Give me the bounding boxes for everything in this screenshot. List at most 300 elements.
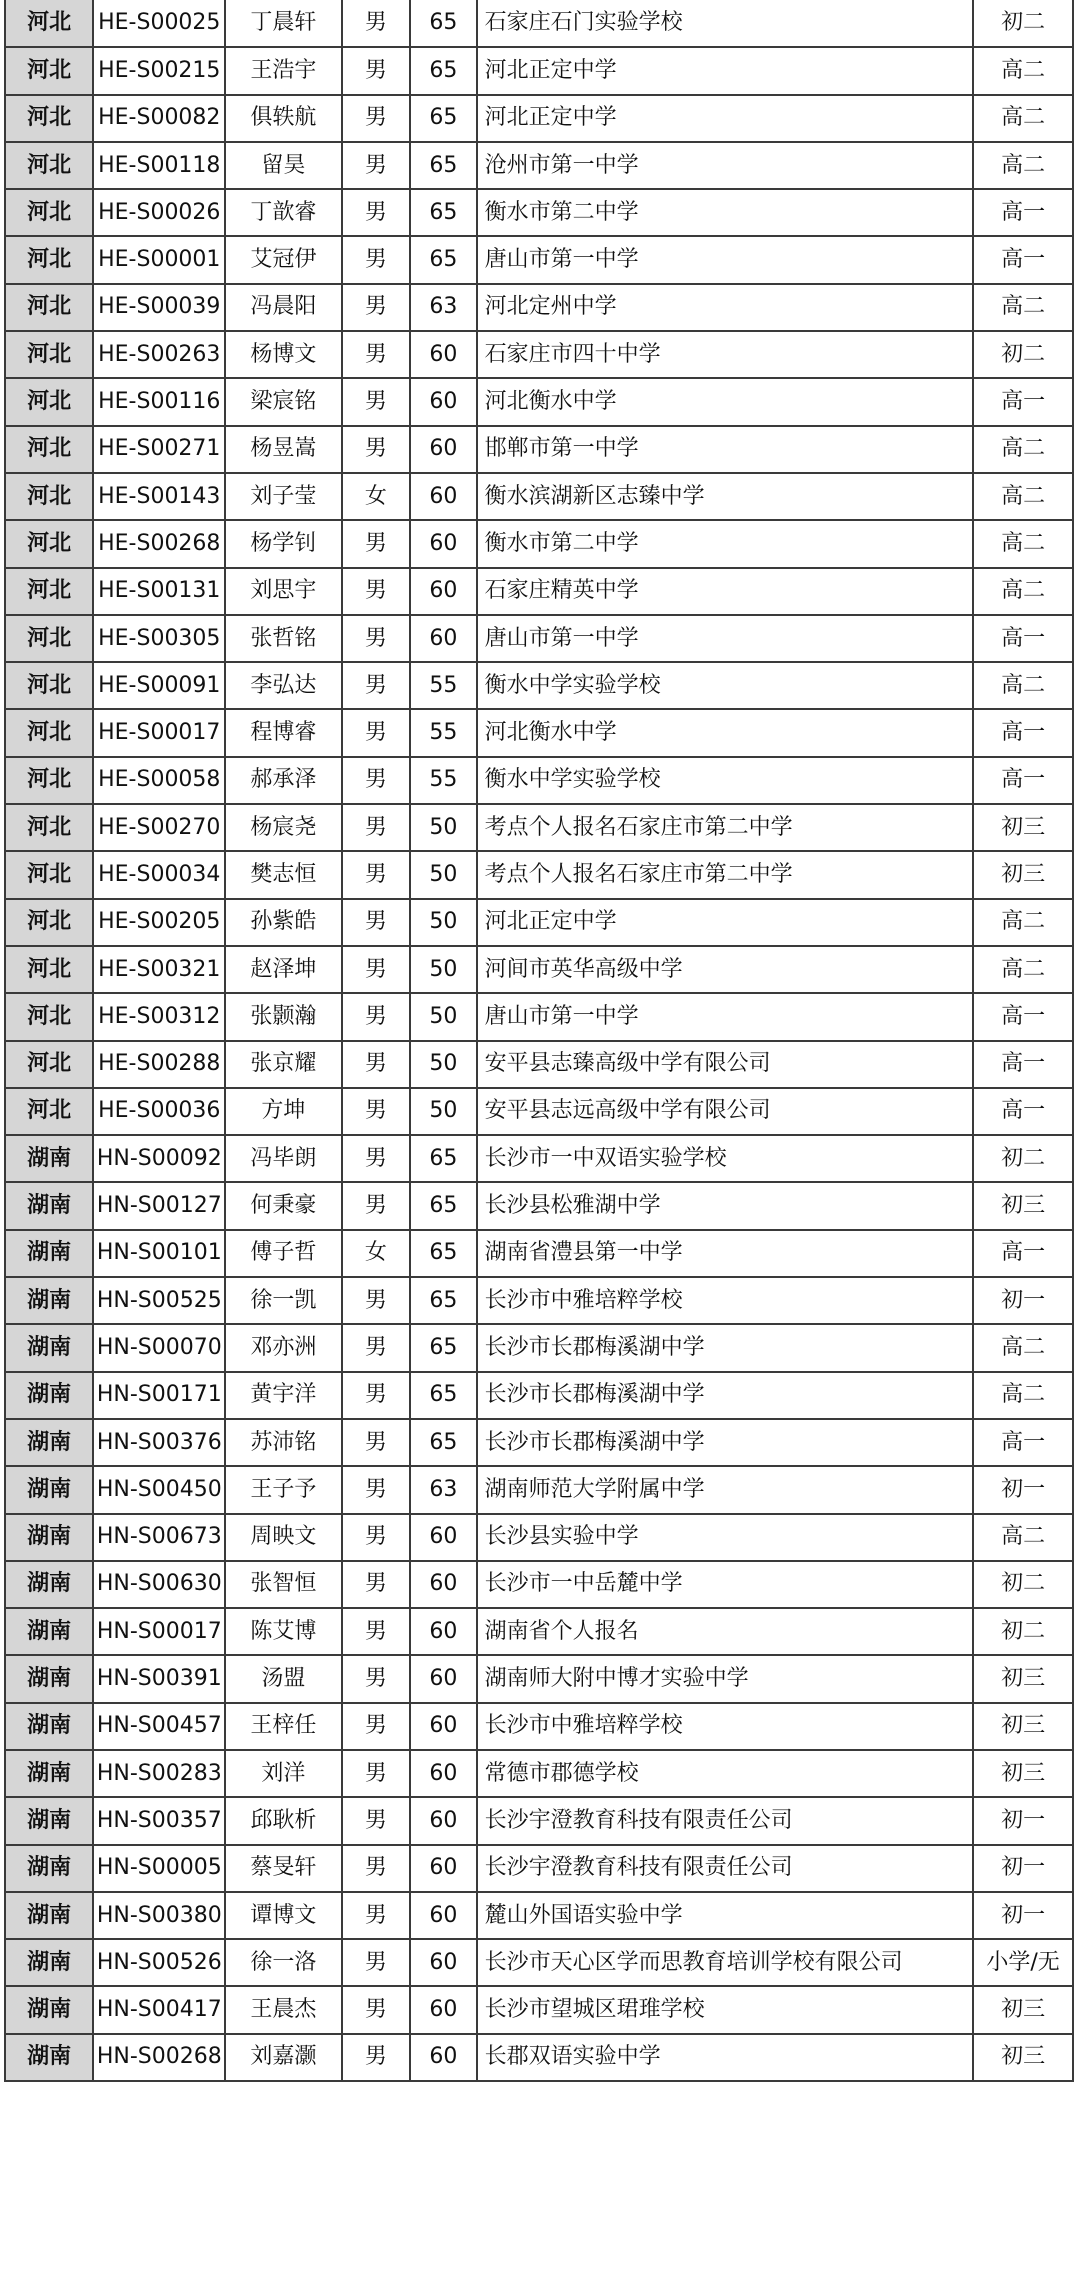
school-cell: 河北正定中学 [477,95,974,142]
table-row [5,1655,1073,1702]
student-name-cell: 王梓任 [225,1703,341,1750]
score-cell: 60 [410,378,476,425]
student-id-cell: HN-S00380 [93,1892,225,1939]
student-name-cell: 王晨杰 [225,1986,341,2033]
table-row [5,946,1073,993]
student-name-cell: 丁歆睿 [225,189,341,236]
grade-cell: 高二 [973,1514,1073,1561]
results-table [4,0,1074,2082]
grade-cell: 高二 [973,142,1073,189]
school-cell: 河间市英华高级中学 [477,946,974,993]
student-id-cell: HE-S00058 [93,757,225,804]
score-cell: 60 [410,1514,476,1561]
province-cell: 河北 [5,47,93,94]
gender-cell: 男 [342,1514,411,1561]
student-id-cell: HN-S00525 [93,1277,225,1324]
gender-cell: 男 [342,142,411,189]
school-cell: 河北衡水中学 [477,709,974,756]
student-name-cell: 陈艾博 [225,1608,341,1655]
table-row [5,47,1073,94]
province-cell: 河北 [5,851,93,898]
table-row [5,1277,1073,1324]
score-cell: 65 [410,189,476,236]
gender-cell: 男 [342,47,411,94]
student-id-cell: HE-S00001 [93,236,225,283]
province-cell: 河北 [5,993,93,1040]
province-cell: 湖南 [5,1419,93,1466]
school-cell: 湖南省个人报名 [477,1608,974,1655]
score-cell: 60 [410,1608,476,1655]
school-cell: 唐山市第一中学 [477,236,974,283]
province-cell: 湖南 [5,1514,93,1561]
student-id-cell: HN-S00673 [93,1514,225,1561]
student-name-cell: 梁宸铭 [225,378,341,425]
gender-cell: 男 [342,1939,411,1986]
table-row [5,331,1073,378]
school-cell: 衡水市第二中学 [477,520,974,567]
score-cell: 60 [410,1939,476,1986]
gender-cell: 男 [342,189,411,236]
gender-cell: 男 [342,851,411,898]
province-cell: 河北 [5,236,93,283]
student-id-cell: HN-S00450 [93,1466,225,1513]
score-cell: 60 [410,1986,476,2033]
score-cell: 65 [410,1277,476,1324]
grade-cell: 高二 [973,95,1073,142]
student-name-cell: 王浩宇 [225,47,341,94]
table-body [5,0,1073,2081]
student-id-cell: HN-S00417 [93,1986,225,2033]
grade-cell: 高二 [973,1324,1073,1371]
grade-cell: 高一 [973,1041,1073,1088]
table-row [5,1135,1073,1182]
grade-cell: 初三 [973,1655,1073,1702]
grade-cell: 高二 [973,899,1073,946]
province-cell: 河北 [5,473,93,520]
student-name-cell: 刘思宇 [225,568,341,615]
score-cell: 60 [410,568,476,615]
province-cell: 湖南 [5,1466,93,1513]
gender-cell: 男 [342,1466,411,1513]
student-name-cell: 冯毕朗 [225,1135,341,1182]
grade-cell: 高一 [973,236,1073,283]
student-id-cell: HN-S00376 [93,1419,225,1466]
gender-cell: 男 [342,426,411,473]
school-cell: 长沙宇澄教育科技有限责任公司 [477,1845,974,1892]
score-cell: 60 [410,473,476,520]
score-cell: 60 [410,2034,476,2081]
gender-cell: 男 [342,804,411,851]
student-name-cell: 李弘达 [225,662,341,709]
table-row [5,1703,1073,1750]
school-cell: 河北正定中学 [477,47,974,94]
province-cell: 河北 [5,142,93,189]
gender-cell: 男 [342,331,411,378]
student-name-cell: 张京耀 [225,1041,341,1088]
score-cell: 65 [410,1135,476,1182]
province-cell: 河北 [5,946,93,993]
school-cell: 长沙市长郡梅溪湖中学 [477,1324,974,1371]
province-cell: 河北 [5,189,93,236]
student-name-cell: 杨昱嵩 [225,426,341,473]
score-cell: 65 [410,1324,476,1371]
province-cell: 河北 [5,709,93,756]
score-cell: 50 [410,804,476,851]
gender-cell: 男 [342,1608,411,1655]
score-cell: 50 [410,993,476,1040]
gender-cell: 男 [342,615,411,662]
student-name-cell: 俱轶航 [225,95,341,142]
grade-cell: 高二 [973,568,1073,615]
table-row [5,2034,1073,2081]
grade-cell: 初三 [973,1703,1073,1750]
grade-cell: 高二 [973,426,1073,473]
school-cell: 长沙市一中双语实验学校 [477,1135,974,1182]
score-cell: 60 [410,1845,476,1892]
student-id-cell: HN-S00127 [93,1182,225,1229]
score-cell: 50 [410,1088,476,1135]
gender-cell: 男 [342,662,411,709]
gender-cell: 男 [342,1135,411,1182]
gender-cell: 男 [342,1892,411,1939]
student-name-cell: 张智恒 [225,1561,341,1608]
province-cell: 湖南 [5,1703,93,1750]
student-id-cell: HN-S00017 [93,1608,225,1655]
grade-cell: 初二 [973,0,1073,47]
student-id-cell: HN-S00171 [93,1372,225,1419]
school-cell: 湖南师大附中博才实验中学 [477,1655,974,1702]
grade-cell: 初二 [973,1561,1073,1608]
school-cell: 常德市郡德学校 [477,1750,974,1797]
school-cell: 长沙市望城区珺琟学校 [477,1986,974,2033]
student-name-cell: 谭博文 [225,1892,341,1939]
table-row [5,1561,1073,1608]
student-id-cell: HN-S00005 [93,1845,225,1892]
gender-cell: 男 [342,899,411,946]
table-row [5,1466,1073,1513]
grade-cell: 高二 [973,47,1073,94]
score-cell: 65 [410,0,476,47]
student-id-cell: HE-S00026 [93,189,225,236]
gender-cell: 男 [342,1845,411,1892]
table-row [5,473,1073,520]
school-cell: 安平县志臻高级中学有限公司 [477,1041,974,1088]
score-cell: 60 [410,615,476,662]
grade-cell: 初二 [973,1135,1073,1182]
school-cell: 长沙市长郡梅溪湖中学 [477,1372,974,1419]
school-cell: 长沙市长郡梅溪湖中学 [477,1419,974,1466]
province-cell: 河北 [5,568,93,615]
table-row [5,1797,1073,1844]
score-cell: 50 [410,946,476,993]
student-name-cell: 邓亦洲 [225,1324,341,1371]
score-cell: 60 [410,1797,476,1844]
province-cell: 湖南 [5,1655,93,1702]
student-name-cell: 留昊 [225,142,341,189]
table-row [5,1845,1073,1892]
score-cell: 60 [410,1892,476,1939]
score-cell: 63 [410,284,476,331]
table-row [5,1986,1073,2033]
province-cell: 河北 [5,1041,93,1088]
student-id-cell: HE-S00205 [93,899,225,946]
grade-cell: 高二 [973,520,1073,567]
student-name-cell: 杨学钊 [225,520,341,567]
table-row [5,142,1073,189]
province-cell: 湖南 [5,1939,93,1986]
province-cell: 湖南 [5,1986,93,2033]
school-cell: 衡水中学实验学校 [477,662,974,709]
grade-cell: 高一 [973,993,1073,1040]
score-cell: 60 [410,331,476,378]
student-id-cell: HE-S00025 [93,0,225,47]
table-row [5,0,1073,47]
student-id-cell: HE-S00312 [93,993,225,1040]
score-cell: 65 [410,47,476,94]
student-name-cell: 邱耿析 [225,1797,341,1844]
table-row [5,899,1073,946]
grade-cell: 高一 [973,1419,1073,1466]
province-cell: 湖南 [5,1182,93,1229]
student-name-cell: 蔡旻轩 [225,1845,341,1892]
school-cell: 考点个人报名石家庄市第二中学 [477,851,974,898]
score-cell: 65 [410,1419,476,1466]
grade-cell: 初三 [973,1182,1073,1229]
student-id-cell: HN-S00070 [93,1324,225,1371]
table-row [5,993,1073,1040]
grade-cell: 初一 [973,1277,1073,1324]
table-row [5,1041,1073,1088]
table-row [5,95,1073,142]
table-row [5,1892,1073,1939]
grade-cell: 高一 [973,709,1073,756]
student-name-cell: 王子予 [225,1466,341,1513]
table-row [5,1182,1073,1229]
gender-cell: 男 [342,1372,411,1419]
province-cell: 河北 [5,284,93,331]
student-id-cell: HE-S00039 [93,284,225,331]
student-id-cell: HE-S00215 [93,47,225,94]
student-id-cell: HN-S00283 [93,1750,225,1797]
student-name-cell: 徐一洛 [225,1939,341,1986]
school-cell: 石家庄市四十中学 [477,331,974,378]
table-row [5,709,1073,756]
gender-cell: 男 [342,1561,411,1608]
grade-cell: 初一 [973,1797,1073,1844]
province-cell: 河北 [5,899,93,946]
score-cell: 55 [410,709,476,756]
table-row [5,1230,1073,1277]
score-cell: 50 [410,899,476,946]
student-id-cell: HE-S00118 [93,142,225,189]
grade-cell: 初三 [973,851,1073,898]
student-name-cell: 艾冠伊 [225,236,341,283]
table-row [5,615,1073,662]
school-cell: 衡水滨湖新区志臻中学 [477,473,974,520]
school-cell: 安平县志远高级中学有限公司 [477,1088,974,1135]
student-name-cell: 刘子莹 [225,473,341,520]
province-cell: 湖南 [5,1750,93,1797]
student-id-cell: HE-S00263 [93,331,225,378]
student-name-cell: 樊志恒 [225,851,341,898]
province-cell: 湖南 [5,1324,93,1371]
school-cell: 衡水中学实验学校 [477,757,974,804]
score-cell: 65 [410,1372,476,1419]
student-name-cell: 方坤 [225,1088,341,1135]
province-cell: 湖南 [5,1797,93,1844]
table-row [5,851,1073,898]
score-cell: 65 [410,142,476,189]
student-id-cell: HN-S00391 [93,1655,225,1702]
student-id-cell: HN-S00630 [93,1561,225,1608]
grade-cell: 高一 [973,189,1073,236]
student-name-cell: 杨博文 [225,331,341,378]
table-row [5,189,1073,236]
province-cell: 河北 [5,0,93,47]
table-row [5,284,1073,331]
province-cell: 河北 [5,95,93,142]
student-name-cell: 张颢瀚 [225,993,341,1040]
gender-cell: 男 [342,284,411,331]
student-id-cell: HE-S00268 [93,520,225,567]
grade-cell: 高一 [973,1088,1073,1135]
gender-cell: 女 [342,1230,411,1277]
table-row [5,568,1073,615]
score-cell: 50 [410,851,476,898]
score-cell: 65 [410,95,476,142]
gender-cell: 男 [342,709,411,756]
student-name-cell: 程博睿 [225,709,341,756]
school-cell: 考点个人报名石家庄市第二中学 [477,804,974,851]
grade-cell: 初二 [973,331,1073,378]
grade-cell: 初三 [973,2034,1073,2081]
student-id-cell: HE-S00034 [93,851,225,898]
gender-cell: 男 [342,946,411,993]
student-id-cell: HN-S00457 [93,1703,225,1750]
student-id-cell: HN-S00357 [93,1797,225,1844]
student-id-cell: HE-S00321 [93,946,225,993]
student-name-cell: 刘嘉灏 [225,2034,341,2081]
gender-cell: 男 [342,95,411,142]
province-cell: 湖南 [5,1135,93,1182]
student-name-cell: 汤盟 [225,1655,341,1702]
gender-cell: 男 [342,1750,411,1797]
student-id-cell: HE-S00091 [93,662,225,709]
student-id-cell: HE-S00131 [93,568,225,615]
score-cell: 60 [410,1703,476,1750]
school-cell: 唐山市第一中学 [477,993,974,1040]
score-cell: 50 [410,1041,476,1088]
grade-cell: 初三 [973,1750,1073,1797]
province-cell: 河北 [5,804,93,851]
grade-cell: 初一 [973,1466,1073,1513]
grade-cell: 高二 [973,662,1073,709]
province-cell: 河北 [5,378,93,425]
gender-cell: 男 [342,1324,411,1371]
grade-cell: 高一 [973,378,1073,425]
gender-cell: 男 [342,378,411,425]
gender-cell: 男 [342,520,411,567]
grade-cell: 初二 [973,1608,1073,1655]
score-cell: 60 [410,1561,476,1608]
province-cell: 河北 [5,331,93,378]
school-cell: 长沙县松雅湖中学 [477,1182,974,1229]
province-cell: 湖南 [5,1608,93,1655]
school-cell: 麓山外国语实验中学 [477,1892,974,1939]
student-id-cell: HE-S00082 [93,95,225,142]
province-cell: 河北 [5,757,93,804]
score-cell: 65 [410,236,476,283]
grade-cell: 高二 [973,1372,1073,1419]
student-name-cell: 张哲铭 [225,615,341,662]
table-row [5,520,1073,567]
school-cell: 石家庄精英中学 [477,568,974,615]
table-row [5,1419,1073,1466]
province-cell: 湖南 [5,1277,93,1324]
gender-cell: 男 [342,0,411,47]
grade-cell: 高一 [973,1230,1073,1277]
grade-cell: 高二 [973,946,1073,993]
province-cell: 湖南 [5,1372,93,1419]
grade-cell: 高一 [973,757,1073,804]
table-row [5,804,1073,851]
gender-cell: 男 [342,1277,411,1324]
student-id-cell: HE-S00017 [93,709,225,756]
school-cell: 唐山市第一中学 [477,615,974,662]
student-name-cell: 杨宸尧 [225,804,341,851]
school-cell: 长沙市天心区学而思教育培训学校有限公司 [477,1939,974,1986]
table-row [5,378,1073,425]
school-cell: 长沙市一中岳麓中学 [477,1561,974,1608]
score-cell: 55 [410,757,476,804]
table-row [5,236,1073,283]
province-cell: 湖南 [5,1230,93,1277]
table-row [5,1514,1073,1561]
student-name-cell: 何秉豪 [225,1182,341,1229]
school-cell: 湖南省澧县第一中学 [477,1230,974,1277]
student-id-cell: HN-S00268 [93,2034,225,2081]
score-cell: 60 [410,426,476,473]
student-id-cell: HN-S00101 [93,1230,225,1277]
student-name-cell: 苏沛铭 [225,1419,341,1466]
gender-cell: 男 [342,1797,411,1844]
score-cell: 60 [410,1655,476,1702]
student-id-cell: HE-S00116 [93,378,225,425]
gender-cell: 男 [342,1703,411,1750]
gender-cell: 男 [342,1182,411,1229]
score-cell: 65 [410,1230,476,1277]
gender-cell: 女 [342,473,411,520]
student-name-cell: 刘洋 [225,1750,341,1797]
school-cell: 长沙市中雅培粹学校 [477,1703,974,1750]
province-cell: 湖南 [5,1892,93,1939]
school-cell: 长沙市中雅培粹学校 [477,1277,974,1324]
student-name-cell: 傅子哲 [225,1230,341,1277]
province-cell: 河北 [5,662,93,709]
student-id-cell: HE-S00143 [93,473,225,520]
province-cell: 湖南 [5,1845,93,1892]
grade-cell: 高二 [973,473,1073,520]
score-cell: 65 [410,1182,476,1229]
student-name-cell: 孙紫皓 [225,899,341,946]
grade-cell: 高二 [973,284,1073,331]
table-row [5,1939,1073,1986]
grade-cell: 初三 [973,1986,1073,2033]
student-name-cell: 周映文 [225,1514,341,1561]
gender-cell: 男 [342,993,411,1040]
school-cell: 河北定州中学 [477,284,974,331]
province-cell: 河北 [5,615,93,662]
